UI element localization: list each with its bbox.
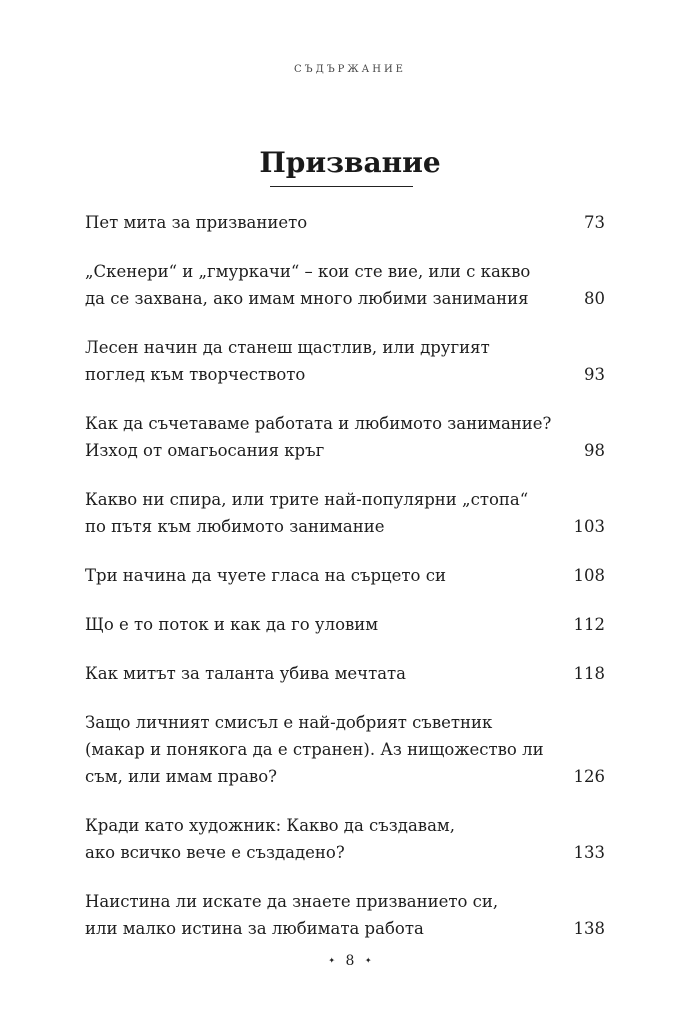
- toc-entry-page-number: 93: [584, 365, 605, 384]
- toc-entry-page-number: 103: [573, 517, 605, 536]
- toc-entry-page-number: 80: [584, 289, 605, 308]
- section-title: Призвание: [259, 146, 441, 179]
- toc-entry-line: ако всичко вече е създадено?: [85, 843, 345, 862]
- title-underline: [270, 186, 413, 187]
- toc-entry-line: Как да съчетаваме работата и любимото занимание?: [85, 414, 552, 433]
- toc-entry-title: [85, 812, 555, 866]
- toc-entry-line: или малко истина за любимата работа: [85, 919, 424, 938]
- toc-entry: [85, 562, 605, 589]
- toc-entry: [85, 486, 605, 540]
- toc-entry-page-number: 73: [584, 213, 605, 232]
- toc-entry-line: по пътя към любимото занимание: [85, 517, 385, 536]
- toc-entry-line: Пет мита за призванието: [85, 213, 308, 232]
- running-head: СЪДЪРЖАНИЕ: [294, 64, 406, 75]
- toc-entry-title: [85, 334, 555, 388]
- toc-entry-line: Кради като художник: Какво да създавам,: [85, 816, 455, 835]
- toc-entry-line: да се захвана, ако имам много любими занимания: [85, 289, 529, 308]
- toc-entry-page-number: 133: [573, 843, 605, 862]
- toc-entry-page-number: 126: [573, 767, 605, 786]
- toc-entry-title: [85, 562, 555, 589]
- toc-entry-page-number: 138: [573, 919, 605, 938]
- toc-entry: [85, 812, 605, 866]
- toc-entry-title: [85, 410, 555, 464]
- toc-entry-line: „Скенери“ и „гмуркачи“ – кои сте вие, или с какво: [85, 262, 531, 281]
- toc-entry-line: Наистина ли искате да знаете призванието си,: [85, 892, 499, 911]
- toc-entry-title: [85, 660, 555, 687]
- toc-entry-line: (макар и понякога да е странен). Аз нищожество ли: [85, 740, 544, 759]
- toc-entry-title: [85, 709, 555, 790]
- page-number-value: 8: [345, 953, 355, 969]
- toc-entry-page-number: 118: [573, 664, 605, 683]
- toc-entry-title: [85, 258, 555, 312]
- toc-entry-line: Лесен начин да станеш щастлив, или другият: [85, 338, 490, 357]
- toc-entry-line: Защо личният смисъл е най-добрият съветник: [85, 713, 493, 732]
- ornament-right-icon: ✦: [364, 955, 372, 965]
- toc-entry-page-number: 98: [584, 441, 605, 460]
- page-number: [0, 953, 700, 969]
- toc-entry: [85, 258, 605, 312]
- toc-entry: [85, 888, 605, 942]
- toc-entry-line: Как митът за таланта убива мечтата: [85, 664, 407, 683]
- toc-entry-page-number: 112: [573, 615, 605, 634]
- toc-entry-line: поглед към творчеството: [85, 365, 306, 384]
- toc-entry-line: съм, или имам право?: [85, 767, 277, 786]
- toc-entry-line: Изход от омагьосания кръг: [85, 441, 325, 460]
- table-of-contents: [85, 209, 605, 964]
- toc-entry-page-number: 108: [573, 566, 605, 585]
- toc-entry: [85, 410, 605, 464]
- toc-entry-title: [85, 209, 555, 236]
- ornament-left-icon: ✦: [328, 955, 336, 965]
- toc-entry: [85, 334, 605, 388]
- toc-entry-line: Какво ни спира, или трите най-популярни „стопа“: [85, 490, 529, 509]
- toc-entry: [85, 660, 605, 687]
- toc-entry-title: [85, 486, 555, 540]
- toc-entry-line: Що е то поток и как да го уловим: [85, 615, 379, 634]
- toc-entry: [85, 209, 605, 236]
- toc-entry: [85, 611, 605, 638]
- toc-entry: [85, 709, 605, 790]
- toc-entry-title: [85, 888, 555, 942]
- toc-entry-title: [85, 611, 555, 638]
- toc-entry-line: Три начина да чуете гласа на сърцето си: [85, 566, 446, 585]
